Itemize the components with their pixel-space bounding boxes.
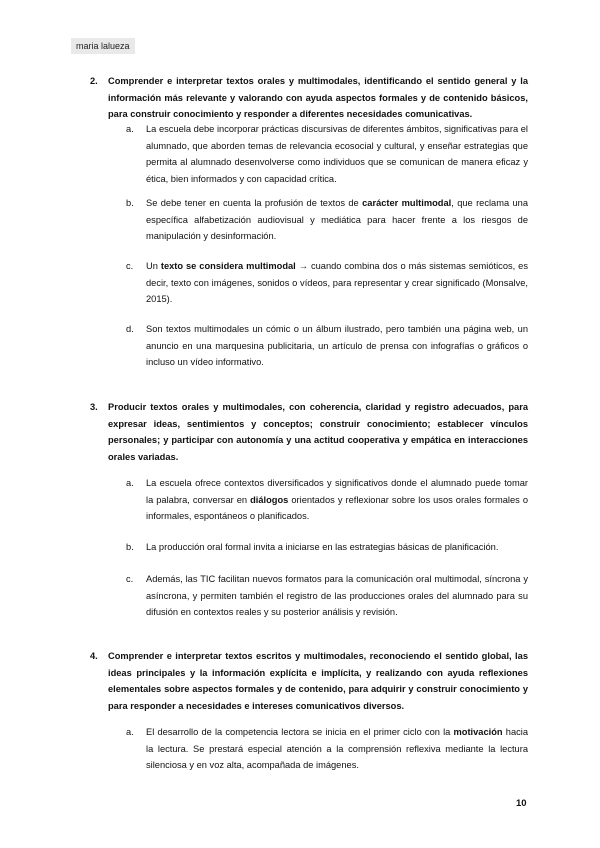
bold-text-run: texto se considera multimodal — [160, 261, 296, 271]
bold-text-run: carácter multimodal — [362, 198, 452, 208]
text-run: → cuando combina dos o más sistemas semióticos, es decir, texto con imágenes, sonidos o vídeos, para representar y crear significado (Monsalve, 2015). — [146, 261, 529, 304]
sub-item-3b — [126, 539, 528, 556]
sub-letter: a. — [126, 478, 134, 488]
list-item-heading: Comprender e interpretar textos orales y multimodales, identificando el sentido general y la información más relevante y valorando con ayuda aspectos formales y de contenido básicos, para construir conocimiento y responder a diferentes necesidades comunicativas. — [108, 76, 528, 119]
text-run: Se debe tener en cuenta la profusión de textos de — [146, 198, 363, 208]
sub-letter: b. — [126, 542, 134, 552]
list-item-4 — [90, 648, 528, 714]
text-run: La escuela ofrece contextos diversificados y significativos donde el alumnado puede tomar la palabra, conversar en — [146, 478, 528, 505]
sub-text — [146, 724, 528, 774]
text-run: , que reclama una específica alfabetización audiovisual y mediática para hacer frente a los riesgos de manipulación y desinformación. — [146, 198, 529, 241]
list-item-2 — [90, 73, 528, 123]
text-run: orientados y reflexionar sobre los usos orales formales o informales, espontáneos o planificados. — [146, 494, 528, 521]
text-run: La producción oral formal invita a iniciarse en las estrategias básicas de planificación. — [146, 542, 499, 552]
sub-text — [146, 195, 528, 245]
text-run: Son textos multimodales un cómic o un álbum ilustrado, pero también una página web, un anuncio en una marquesina publicitaria, un artículo de prensa con infografías o gráficos o incluso un vídeo informativo. — [146, 324, 528, 367]
page-number: 10 — [516, 798, 527, 809]
bold-text-run: diálogos — [250, 494, 289, 505]
list-number: 3. — [90, 402, 98, 412]
sub-text — [146, 475, 528, 525]
sub-text — [146, 571, 528, 621]
text-run: Un — [146, 261, 161, 271]
text-run: El desarrollo de la competencia lectora se inicia en el primer ciclo con la — [146, 727, 454, 737]
author-name: maria lalueza — [71, 38, 135, 54]
sub-letter: b. — [126, 198, 134, 208]
bold-text-run: motivación — [453, 727, 503, 737]
sub-text — [146, 321, 528, 371]
list-item-3 — [90, 399, 528, 465]
sub-item-2b — [126, 195, 528, 245]
sub-item-3c — [126, 571, 528, 621]
sub-letter: d. — [126, 324, 134, 334]
sub-item-3a — [126, 475, 528, 525]
sub-letter: c. — [126, 261, 134, 271]
list-item-heading: Producir textos orales y multimodales, con coherencia, claridad y registro adecuados, para expresar ideas, sentimientos y conceptos; construir conocimiento; establecer vínculos personales; y participar con autonomía y una actitud cooperativa y empática en interacciones orales variadas. — [108, 402, 528, 462]
sub-letter: a. — [126, 727, 134, 737]
text-run: La escuela debe incorporar prácticas discursivas de diferentes ámbitos, significativas para el alumnado, que aborden temas de relevancia ecosocial y cultural, y enseñar estrategias que permita al alumnado desenvolverse como individuos que se comunican de manera eficaz y ética, bien informados y con capacidad crítica. — [146, 124, 528, 184]
sub-item-2c — [126, 258, 528, 308]
list-item-heading: Comprender e interpretar textos escritos y multimodales, reconociendo el sentido global, las ideas principales y la información explícita e implícita, y realizando con ayuda reflexiones elementales sobre aspectos formales y de contenido, para adquirir y construir conocimiento y para responder a necesidades e intereses comunicativos diversos. — [108, 651, 528, 711]
sub-text — [146, 258, 528, 308]
sub-item-2d — [126, 321, 528, 371]
sub-item-2a — [126, 121, 528, 187]
text-run: Además, las TIC facilitan nuevos formatos para la comunicación oral multimodal, síncrona y asíncrona, y permiten también el registro de las producciones orales del alumnado para su difusión en contextos reales y su posterior análisis y revisión. — [146, 574, 528, 617]
list-number: 4. — [90, 651, 98, 661]
sub-text — [146, 121, 528, 187]
sub-item-4a — [126, 724, 528, 774]
sub-letter: c. — [126, 574, 134, 584]
sub-text — [146, 539, 528, 556]
text-run: hacia la lectura. Se prestará especial atención a la comprensión reflexiva mediante la lectura silenciosa y en voz alta, acompañada de imágenes. — [146, 727, 528, 770]
sub-letter: a. — [126, 124, 134, 134]
list-number: 2. — [90, 76, 98, 86]
